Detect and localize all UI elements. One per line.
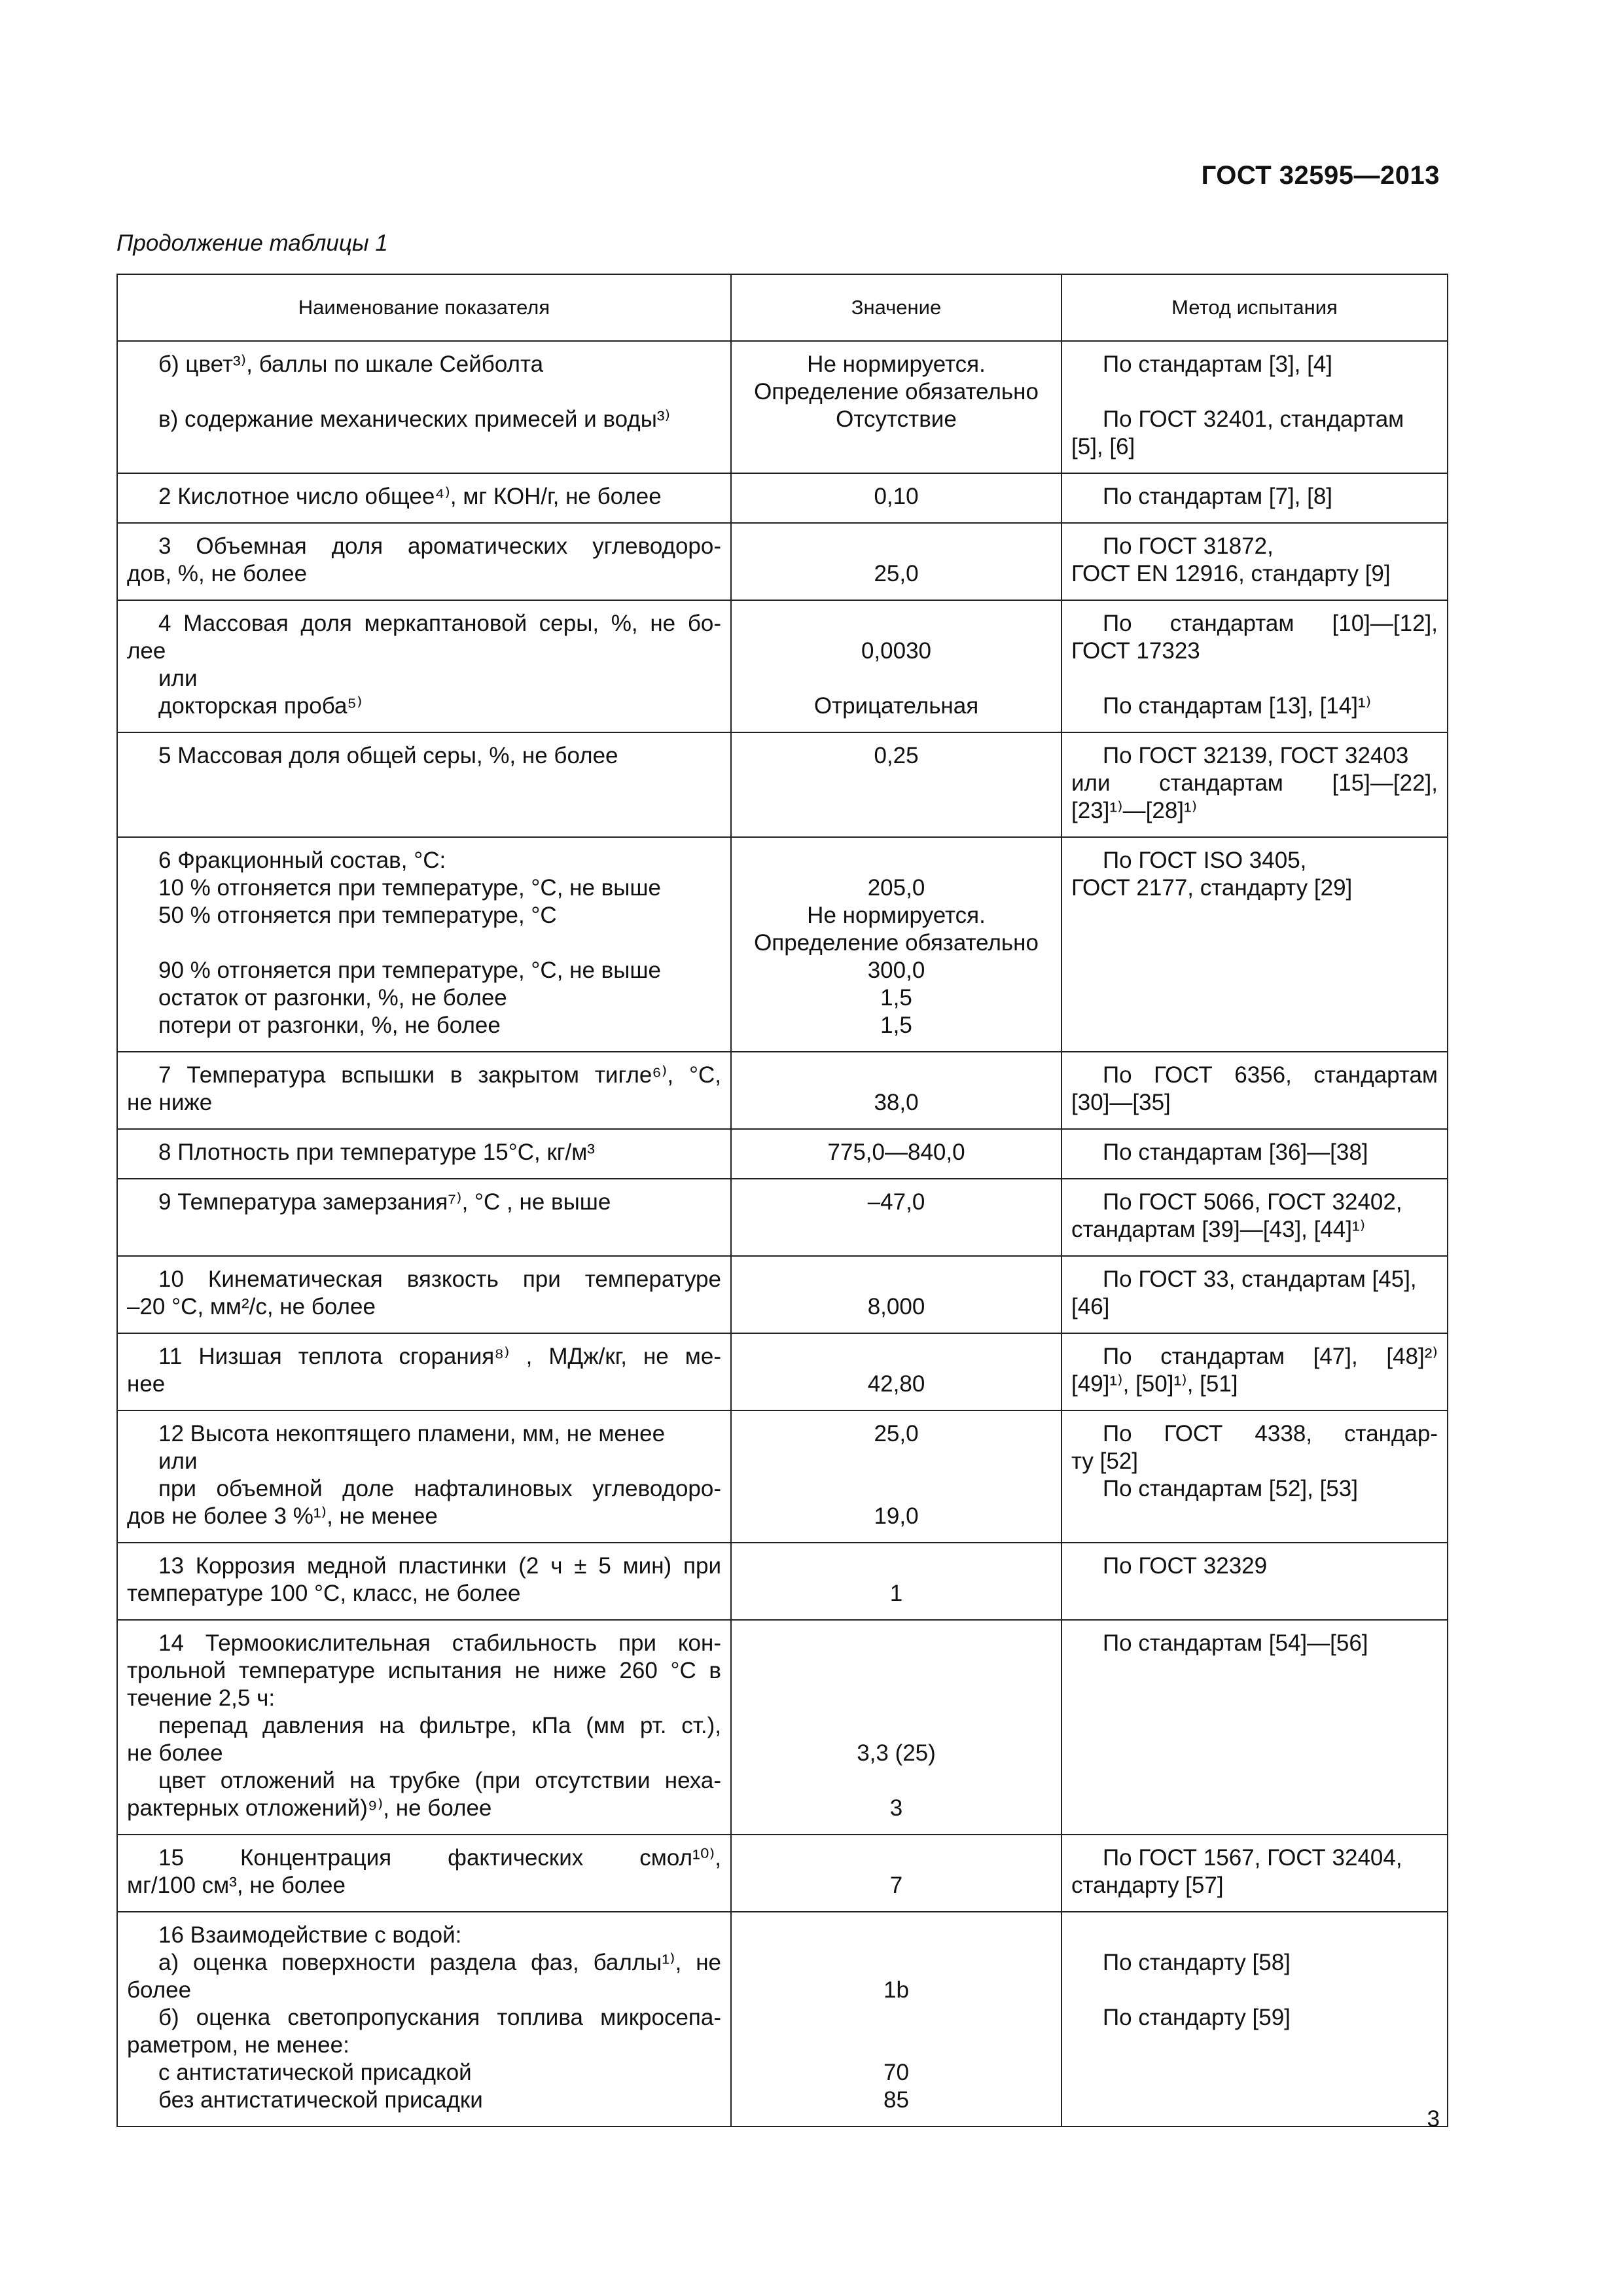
table-caption: Продолжение таблицы 1 bbox=[116, 230, 388, 256]
value-cell-line bbox=[741, 1266, 1052, 1293]
value-cell-line: 1 bbox=[889, 1581, 903, 1606]
table-row bbox=[117, 732, 1448, 837]
test-method-cell-line: По стандартам [54]—[56] bbox=[1103, 1630, 1368, 1656]
value-cell-line: Отрицательная bbox=[813, 693, 979, 719]
test-method-cell-line: По ГОСТ 32329 bbox=[1103, 1553, 1268, 1579]
indicator-name-cell bbox=[117, 837, 731, 1052]
table-row bbox=[117, 600, 1448, 732]
test-method-cell-line: [5], [6] bbox=[1071, 434, 1135, 459]
value-cell-line: 25,0 bbox=[874, 1421, 919, 1446]
indicator-name-cell-line: 13 Коррозия медной пластинки (2 ч ± 5 мин) при bbox=[158, 1553, 721, 1579]
value-cell-line: 300,0 bbox=[867, 958, 925, 983]
test-method-cell bbox=[1061, 837, 1448, 1052]
indicator-name-cell-line: не более bbox=[127, 1740, 223, 1766]
test-method-cell-line bbox=[1071, 1922, 1438, 1949]
indicator-name-cell bbox=[117, 341, 731, 473]
indicator-name-cell bbox=[117, 523, 731, 600]
indicator-name-cell bbox=[117, 1912, 731, 2126]
table-row bbox=[117, 473, 1448, 523]
table-row bbox=[117, 1179, 1448, 1256]
value-cell bbox=[731, 837, 1061, 1052]
test-method-cell-line: ту [52] bbox=[1071, 1448, 1139, 1474]
indicator-name-cell-line: лее bbox=[127, 638, 166, 664]
indicator-name-cell-line: температуре 100 °С, класс, не более bbox=[127, 1581, 521, 1606]
test-method-cell bbox=[1061, 1410, 1448, 1543]
value-cell-line: 0,10 bbox=[874, 484, 919, 509]
indicator-name-cell bbox=[117, 1410, 731, 1543]
value-cell-line bbox=[741, 665, 1052, 692]
test-method-cell-line bbox=[1071, 1977, 1438, 2004]
value-cell-line: 85 bbox=[883, 2087, 909, 2113]
indicator-name-cell-line: не ниже bbox=[127, 1090, 213, 1115]
value-cell-line bbox=[741, 1685, 1052, 1712]
value-cell-line: 38,0 bbox=[874, 1090, 919, 1115]
test-method-cell-line bbox=[1071, 378, 1438, 406]
test-method-cell-line: По стандарту [58] bbox=[1103, 1950, 1291, 1975]
indicator-name-cell-line: 5 Массовая доля общей серы, %, не более bbox=[158, 743, 618, 768]
value-cell bbox=[731, 1129, 1061, 1179]
table-row bbox=[117, 1912, 1448, 2126]
value-cell-line bbox=[741, 847, 1052, 874]
test-method-cell-line: стандарту [57] bbox=[1071, 1873, 1224, 1898]
indicator-name-cell-line: или bbox=[158, 666, 198, 691]
value-cell-line bbox=[741, 1552, 1052, 1580]
table-row bbox=[117, 1052, 1448, 1129]
table-row bbox=[117, 1543, 1448, 1620]
indicator-name-cell-line: мг/100 см³, не более bbox=[127, 1873, 346, 1898]
indicator-name-cell-line: 8 Плотность при температуре 15°С, кг/м³ bbox=[158, 1139, 595, 1165]
table-row bbox=[117, 1835, 1448, 1912]
test-method-cell-line: [46] bbox=[1071, 1294, 1110, 1319]
test-method-cell-line: По ГОСТ ISO 3405, bbox=[1103, 848, 1307, 873]
indicator-name-cell-line: без антистатической присадки bbox=[158, 2087, 483, 2113]
indicators-table bbox=[116, 274, 1448, 2127]
indicator-name-cell-line: течение 2,5 ч: bbox=[127, 1685, 276, 1711]
value-cell bbox=[731, 523, 1061, 600]
value-cell-line: 1,5 bbox=[880, 985, 912, 1011]
test-method-cell-line: ГОСТ 17323 bbox=[1071, 638, 1200, 664]
value-cell-line: 3,3 (25) bbox=[857, 1740, 936, 1766]
test-method-cell-line: По стандартам [52], [53] bbox=[1103, 1476, 1358, 1501]
value-cell bbox=[731, 1333, 1061, 1410]
value-cell bbox=[731, 1052, 1061, 1129]
indicator-name-cell-line: 9 Температура замерзания⁷⁾, °С , не выше bbox=[158, 1189, 611, 1215]
indicator-name-cell-line: нее bbox=[127, 1371, 166, 1397]
test-method-cell-line: По стандарту [59] bbox=[1103, 2005, 1291, 2030]
value-cell-line: Не нормируется. bbox=[807, 903, 986, 928]
value-cell-line: Определение обязательно bbox=[754, 379, 1039, 404]
indicator-name-cell bbox=[117, 1129, 731, 1179]
value-cell bbox=[731, 600, 1061, 732]
test-method-cell-line: По ГОСТ 1567, ГОСТ 32404, bbox=[1103, 1845, 1402, 1871]
column-header-method: Метод испытания bbox=[1061, 274, 1448, 341]
table-header-row bbox=[117, 274, 1448, 341]
test-method-cell-line: По ГОСТ 33, стандартам [45], bbox=[1103, 1266, 1417, 1292]
test-method-cell-line: [23]¹⁾—[28]¹⁾ bbox=[1071, 798, 1198, 823]
indicator-name-cell bbox=[117, 732, 731, 837]
value-cell bbox=[731, 1620, 1061, 1835]
document-code: ГОСТ 32595—2013 bbox=[1201, 161, 1440, 190]
test-method-cell-line: По ГОСТ 32139, ГОСТ 32403 bbox=[1103, 743, 1409, 768]
indicator-name-cell bbox=[117, 1620, 731, 1835]
indicator-name-cell-line: в) содержание механических примесей и воды³⁾ bbox=[158, 406, 671, 432]
indicator-name-cell-line: 6 Фракционный состав, °С: bbox=[158, 848, 446, 873]
indicator-name-cell-line: остаток от разгонки, %, не более bbox=[158, 985, 507, 1011]
indicator-name-cell bbox=[117, 1052, 731, 1129]
value-cell bbox=[731, 1912, 1061, 2126]
indicator-name-cell-line: б) оценка светопропускания топлива микросепа- bbox=[158, 2005, 721, 2030]
value-cell-line bbox=[741, 610, 1052, 637]
test-method-cell bbox=[1061, 732, 1448, 837]
indicator-name-cell-line: 15 Концентрация фактических смол¹⁰⁾, bbox=[158, 1845, 721, 1871]
test-method-cell-line: По ГОСТ 5066, ГОСТ 32402, bbox=[1103, 1189, 1402, 1215]
value-cell-line bbox=[741, 1949, 1052, 1977]
indicator-name-cell-line: 16 Взаимодействие с водой: bbox=[158, 1922, 462, 1948]
indicator-name-cell-line: 12 Высота некоптящего пламени, мм, не менее bbox=[158, 1421, 666, 1446]
value-cell bbox=[731, 732, 1061, 837]
indicator-name-cell bbox=[117, 600, 731, 732]
value-cell-line bbox=[741, 2004, 1052, 2032]
table-row bbox=[117, 1620, 1448, 1835]
value-cell bbox=[731, 473, 1061, 523]
value-cell-line bbox=[741, 1657, 1052, 1685]
value-cell-line bbox=[741, 1844, 1052, 1872]
test-method-cell-line: ГОСТ 2177, стандарту [29] bbox=[1071, 875, 1353, 901]
table-row bbox=[117, 523, 1448, 600]
table-row bbox=[117, 1256, 1448, 1333]
test-method-cell-line: [30]—[35] bbox=[1071, 1090, 1171, 1115]
test-method-cell-line: По стандартам [3], [4] bbox=[1103, 351, 1333, 377]
page-number: 3 bbox=[1427, 2106, 1440, 2132]
table-row bbox=[117, 1333, 1448, 1410]
indicator-name-cell-line: 10 Кинематическая вязкость при температуре bbox=[158, 1266, 721, 1292]
test-method-cell bbox=[1061, 1835, 1448, 1912]
table-row bbox=[117, 341, 1448, 473]
indicator-name-cell-line: 50 % отгоняется при температуре, °С bbox=[158, 903, 557, 928]
value-cell-line: 0,25 bbox=[874, 743, 919, 768]
indicator-name-cell bbox=[117, 1333, 731, 1410]
indicator-name-cell-line: –20 °С, мм²/с, не более bbox=[127, 1294, 376, 1319]
column-header-value: Значение bbox=[731, 274, 1061, 341]
indicator-name-cell bbox=[117, 1179, 731, 1256]
value-cell bbox=[731, 1179, 1061, 1256]
indicator-name-cell-line: цвет отложений на трубке (при отсутствии неха- bbox=[158, 1768, 721, 1793]
test-method-cell-line: стандартам [39]—[43], [44]¹⁾ bbox=[1071, 1217, 1366, 1242]
value-cell-line: 775,0—840,0 bbox=[827, 1139, 965, 1165]
value-cell-line bbox=[741, 1767, 1052, 1795]
test-method-cell bbox=[1061, 1620, 1448, 1835]
value-cell-line: 19,0 bbox=[874, 1503, 919, 1529]
value-cell-line bbox=[741, 1062, 1052, 1089]
value-cell-line: 42,80 bbox=[867, 1371, 925, 1397]
indicator-name-cell-line: докторская проба⁵⁾ bbox=[158, 693, 363, 719]
indicator-name-cell-line: а) оценка поверхности раздела фаз, баллы¹⁾, не bbox=[158, 1950, 721, 1975]
test-method-cell-line: ГОСТ EN 12916, стандарту [9] bbox=[1071, 561, 1391, 586]
value-cell-line: 1b bbox=[883, 1977, 909, 2003]
test-method-cell-line bbox=[1071, 665, 1438, 692]
indicator-name-cell-line: дов не более 3 %¹⁾, не менее bbox=[127, 1503, 438, 1529]
indicator-name-cell-line: или bbox=[158, 1448, 198, 1474]
test-method-cell bbox=[1061, 1333, 1448, 1410]
indicator-name-cell bbox=[117, 1835, 731, 1912]
indicator-name-cell-line: 4 Массовая доля меркаптановой серы, %, не бо- bbox=[158, 611, 721, 636]
indicator-name-cell-line: раметром, не менее: bbox=[127, 2032, 349, 2058]
value-cell bbox=[731, 1543, 1061, 1620]
test-method-cell-line: По стандартам [7], [8] bbox=[1103, 484, 1333, 509]
value-cell-line: 1,5 bbox=[880, 1013, 912, 1038]
indicator-name-cell-line bbox=[127, 929, 721, 957]
value-cell bbox=[731, 1256, 1061, 1333]
test-method-cell-line: По ГОСТ 31872, bbox=[1103, 533, 1274, 559]
indicator-name-cell-line: 7 Температура вспышки в закрытом тигле⁶⁾, °С, bbox=[158, 1062, 721, 1088]
value-cell-line bbox=[741, 1712, 1052, 1740]
table-row bbox=[117, 1410, 1448, 1543]
test-method-cell bbox=[1061, 1052, 1448, 1129]
indicator-name-cell-line: б) цвет³⁾, баллы по шкале Сейболта bbox=[158, 351, 544, 377]
value-cell-line bbox=[741, 1448, 1052, 1475]
value-cell-line: Определение обязательно bbox=[754, 930, 1039, 956]
indicator-name-cell-line: 3 Объемная доля ароматических углеводоро- bbox=[158, 533, 721, 559]
test-method-cell-line: По ГОСТ 32401, стандартам bbox=[1103, 406, 1404, 432]
test-method-cell bbox=[1061, 1129, 1448, 1179]
value-cell-line: Отсутствие bbox=[836, 406, 957, 432]
indicator-name-cell-line: 90 % отгоняется при температуре, °С, не выше bbox=[158, 958, 661, 983]
table-row bbox=[117, 1129, 1448, 1179]
indicator-name-cell-line: 14 Термоокислительная стабильность при кон- bbox=[158, 1630, 721, 1656]
indicator-name-cell-line: 10 % отгоняется при температуре, °С, не выше bbox=[158, 875, 661, 901]
test-method-cell-line: По стандартам [47], [48]²⁾ bbox=[1103, 1344, 1438, 1369]
value-cell-line: 70 bbox=[883, 2060, 909, 2085]
value-cell bbox=[731, 1410, 1061, 1543]
value-cell-line: Не нормируется. bbox=[807, 351, 986, 377]
indicator-name-cell-line: рактерных отложений)⁹⁾, не более bbox=[127, 1795, 492, 1821]
value-cell bbox=[731, 341, 1061, 473]
value-cell bbox=[731, 1835, 1061, 1912]
value-cell-line bbox=[741, 1475, 1052, 1503]
value-cell-line: 205,0 bbox=[867, 875, 925, 901]
value-cell-line bbox=[741, 533, 1052, 560]
value-cell-line bbox=[741, 1922, 1052, 1949]
test-method-cell bbox=[1061, 473, 1448, 523]
value-cell-line: 7 bbox=[889, 1873, 903, 1898]
indicator-name-cell-line: 2 Кислотное число общее⁴⁾, мг КОН/г, не более bbox=[158, 484, 662, 509]
column-header-indicator: Наименование показателя bbox=[117, 274, 731, 341]
test-method-cell-line: [49]¹⁾, [50]¹⁾, [51] bbox=[1071, 1371, 1238, 1397]
table-row bbox=[117, 837, 1448, 1052]
test-method-cell-line: или стандартам [15]—[22], bbox=[1071, 770, 1438, 796]
value-cell-line: 3 bbox=[889, 1795, 903, 1821]
test-method-cell bbox=[1061, 341, 1448, 473]
test-method-cell bbox=[1061, 600, 1448, 732]
test-method-cell-line: По ГОСТ 6356, стандартам bbox=[1103, 1062, 1438, 1088]
test-method-cell-line: По стандартам [13], [14]¹⁾ bbox=[1103, 693, 1372, 719]
indicator-name-cell-line: 11 Низшая теплота сгорания⁸⁾ , МДж/кг, не ме- bbox=[158, 1344, 721, 1369]
test-method-cell bbox=[1061, 1179, 1448, 1256]
indicator-name-cell bbox=[117, 1543, 731, 1620]
value-cell-line: 0,0030 bbox=[861, 638, 932, 664]
value-cell-line: 8,000 bbox=[867, 1294, 925, 1319]
indicator-name-cell-line: потери от разгонки, %, не более bbox=[158, 1013, 501, 1038]
test-method-cell bbox=[1061, 1912, 1448, 2126]
indicator-name-cell-line: дов, %, не более bbox=[127, 561, 308, 586]
test-method-cell bbox=[1061, 523, 1448, 600]
indicator-name-cell-line: при объемной доле нафталиновых углеводоро- bbox=[158, 1476, 721, 1501]
indicator-name-cell-line: перепад давления на фильтре, кПа (мм рт. ст.), bbox=[158, 1713, 721, 1738]
table-body bbox=[117, 341, 1448, 2126]
indicator-name-cell bbox=[117, 1256, 731, 1333]
indicator-name-cell bbox=[117, 473, 731, 523]
value-cell-line bbox=[741, 2032, 1052, 2059]
value-cell-line: –47,0 bbox=[867, 1189, 925, 1215]
value-cell-line: 25,0 bbox=[874, 561, 919, 586]
test-method-cell-line: По ГОСТ 4338, стандар- bbox=[1103, 1421, 1438, 1446]
test-method-cell-line: По стандартам [10]—[12], bbox=[1103, 611, 1438, 636]
test-method-cell bbox=[1061, 1543, 1448, 1620]
indicator-name-cell-line: с антистатической присадкой bbox=[158, 2060, 472, 2085]
value-cell-line bbox=[741, 1343, 1052, 1371]
indicator-name-cell-line: трольной температуре испытания не ниже 260 °С в bbox=[127, 1658, 721, 1683]
indicator-name-cell-line bbox=[127, 378, 721, 406]
indicator-name-cell-line: более bbox=[127, 1977, 192, 2003]
value-cell-line bbox=[741, 1630, 1052, 1657]
test-method-cell-line: По стандартам [36]—[38] bbox=[1103, 1139, 1368, 1165]
test-method-cell bbox=[1061, 1256, 1448, 1333]
